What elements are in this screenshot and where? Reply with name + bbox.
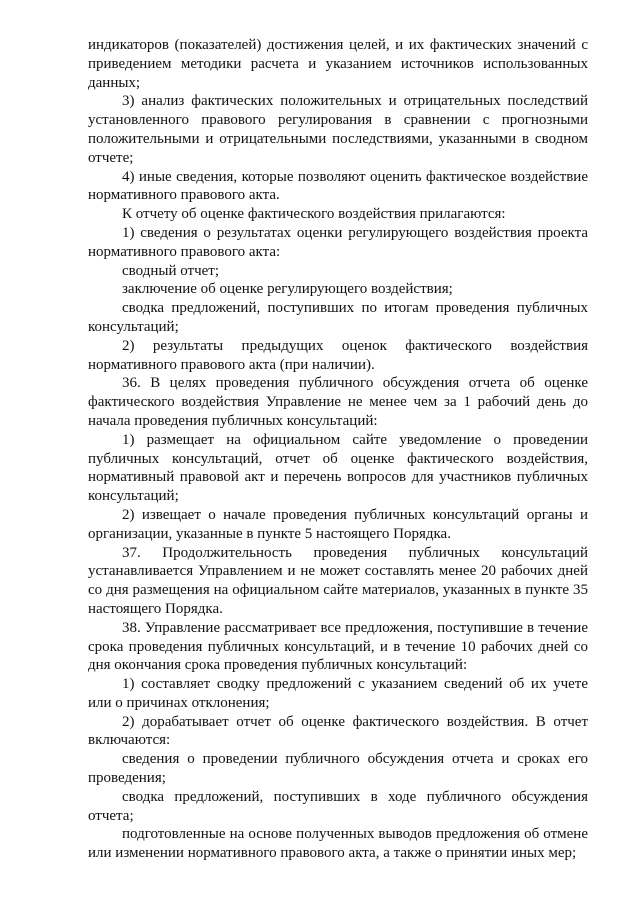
paragraph-item-3-analysis: 3) анализ фактических положительных и отрицательных последствий установленного правового регулирования в сравнении с прогнозными положительными и отрицательными последствиями, указанными в сводном отчете; bbox=[88, 93, 588, 166]
paragraph-attachment-1: 1) сведения о результатах оценки регулирующего воздействия проекта нормативного правового акта: bbox=[88, 224, 588, 260]
paragraph-proposals-summary: сводка предложений, поступивших по итогам проведения публичных консультаций; bbox=[88, 300, 588, 335]
paragraph-section-36-item-2: 2) извещает о начале проведения публичных консультаций органы и организации, указанные в пункте 5 настоящего Порядка. bbox=[88, 506, 588, 542]
paragraph-section-37: 37. Продолжительность проведения публичных консультаций устанавливается Управлением и не может составлять менее 20 рабочих дней со дня размещения на официальном сайте материалов, указанных в пункте 35 настоящего Порядка. bbox=[88, 544, 588, 617]
paragraph-attachments-intro: К отчету об оценке фактического воздействия прилагаются: bbox=[122, 206, 506, 223]
paragraph-section-38: 38. Управление рассматривает все предложения, поступившие в течение срока проведения публичных консультаций, и в течение 10 рабочих дней со дня окончания срока проведения публичных консультаций: bbox=[88, 619, 588, 674]
paragraph-summary-report: сводный отчет; bbox=[122, 262, 220, 279]
paragraph-indicators-continuation: индикаторов (показателей) достижения целей, и их фактических значений с приведением методики расчета и указанием источников использованных данных; bbox=[88, 37, 588, 91]
paragraph-attachment-2: 2) результаты предыдущих оценок фактического воздействия нормативного правового акта (при наличии). bbox=[88, 337, 588, 373]
paragraph-recommendations: подготовленные на основе полученных выводов предложения об отмене или изменении нормативного правового акта, а также о принятии иных мер; bbox=[88, 826, 588, 862]
paragraph-conclusion: заключение об оценке регулирующего воздействия; bbox=[122, 281, 453, 298]
paragraph-item-4-other-info: 4) иные сведения, которые позволяют оценить фактическое воздействие нормативного правового акта. bbox=[88, 168, 588, 204]
paragraph-discussion-info: сведения о проведении публичного обсуждения отчета и сроках его проведения; bbox=[88, 751, 588, 787]
paragraph-discussion-proposals: сводка предложений, поступивших в ходе публичного обсуждения отчета; bbox=[88, 788, 588, 824]
paragraph-section-36-item-1: 1) размещает на официальном сайте уведомление о проведении публичных консультаций, отчет об оценке фактического воздействия, нормативный правовой акт и перечень вопросов для участников публичных консультаций; bbox=[88, 431, 588, 505]
paragraph-section-36: 36. В целях проведения публичного обсуждения отчета об оценке фактического воздействия Управление не менее чем за 1 рабочий день до начала проведения публичных консультаций: bbox=[88, 375, 588, 429]
document-page bbox=[88, 36, 588, 863]
paragraph-section-38-item-2: 2) дорабатывает отчет об оценке фактического воздействия. В отчет включаются: bbox=[88, 713, 588, 749]
paragraph-section-38-item-1: 1) составляет сводку предложений с указанием сведений об их учете или о причинах отклонения; bbox=[88, 676, 588, 711]
